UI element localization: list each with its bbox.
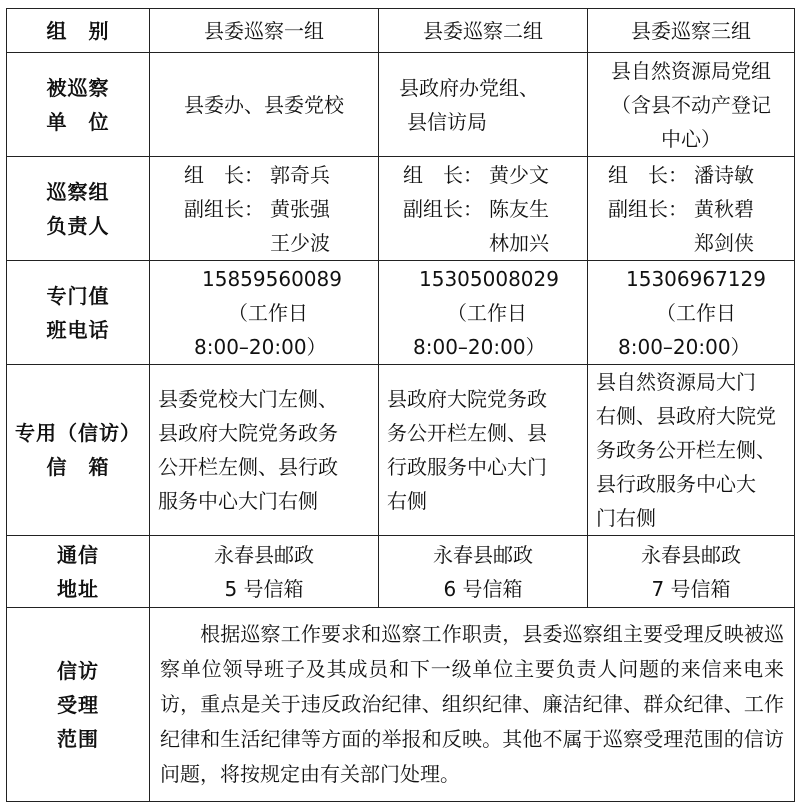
leaders-label: 巡察组 负责人 [7,157,150,261]
address-group-3: 永春县邮政 7 号信箱 [588,536,795,608]
leaders-group-1: 组 长： 郭奇兵 副组长： 黄张强 王少波 [150,157,379,261]
address-group-1: 永春县邮政 5 号信箱 [150,536,379,608]
phone-hours: 8:00–20:00） [413,334,546,359]
units-row [7,53,795,157]
leader-name: 郭奇兵 [270,162,330,187]
leaders-group-3: 组 长： 潘诗敏 副组长： 黄秋碧 郑剑侠 [588,157,795,261]
scope-text-cell [150,608,795,802]
group-label: 组 别 [7,9,150,53]
leader-name: 黄少文 [489,162,549,187]
address-label: 通信 地址 [7,536,150,608]
units-group-2: 县政府办党组、 县信访局 [379,53,588,157]
phone-note: （工作日 [447,300,527,325]
mailbox-group-1: 县委党校大门左侧、 县政府大院党务政务 公开栏左侧、县行政 服务中心大门右侧 [150,365,379,536]
mailbox-group-3: 县自然资源局大门 右侧、县政府大院党 务政务公开栏左侧、 县行政服务中心大 门右侧 [588,365,795,536]
deputy-name: 郑剑侠 [694,230,754,255]
mailbox-group-2: 县政府大院党务政 务公开栏左侧、县 行政服务中心大门 右侧 [379,365,588,536]
phone-note: （工作日 [656,300,736,325]
leaders-group-2: 组 长： 黄少文 副组长： 陈友生 林加兴 [379,157,588,261]
phone-hours: 8:00–20:00） [618,334,751,359]
units-group-1: 县委办、县委党校 [150,53,379,157]
group-3-name: 县委巡察三组 [588,9,795,53]
scope-label: 信访 受理 范围 [7,608,150,802]
group-2-name: 县委巡察二组 [379,9,588,53]
scope-text: 根据巡察工作要求和巡察工作职责，县委巡察组主要受理反映被巡察单位领导班子及其成员和下一级单位主要负责人问题的来信来电来访，重点是关于违反政治纪律、组织纪律、廉洁纪律、群众纪律、工作纪律和生活纪律等方面的举报和反映。其他不属于巡察受理范围的信访问题，将按规定由有关部门处理。 [160,622,784,786]
deputy-name: 林加兴 [489,230,549,255]
phone-number: 15305008029 [419,266,559,291]
phone-number: 15306967129 [626,266,766,291]
phone-number: 15859560089 [202,266,342,291]
phone-hours: 8:00–20:00） [194,334,327,359]
leaders-row [7,157,795,261]
units-label: 被巡察 单 位 [7,53,150,157]
phone-label: 专门值 班电话 [7,261,150,365]
scope-row [7,608,795,802]
phone-note: （工作日 [228,300,308,325]
deputy-name: 黄秋碧 [694,196,754,221]
leader-name: 潘诗敏 [694,162,754,187]
group-1-name: 县委巡察一组 [150,9,379,53]
phone-group-3 [588,261,795,365]
units-group-3: 县自然资源局党组 （含县不动产登记 中心） [588,53,795,157]
deputy-name: 陈友生 [489,196,549,221]
phone-row [7,261,795,365]
address-row [7,536,795,608]
inspection-info-table [6,8,795,802]
deputy-name: 黄张强 [270,196,330,221]
deputy-name: 王少波 [270,230,330,255]
phone-group-2 [379,261,588,365]
header-row [7,9,795,53]
mailbox-label: 专用（信访） 信 箱 [7,365,150,536]
mailbox-row [7,365,795,536]
phone-group-1 [150,261,379,365]
address-group-2: 永春县邮政 6 号信箱 [379,536,588,608]
